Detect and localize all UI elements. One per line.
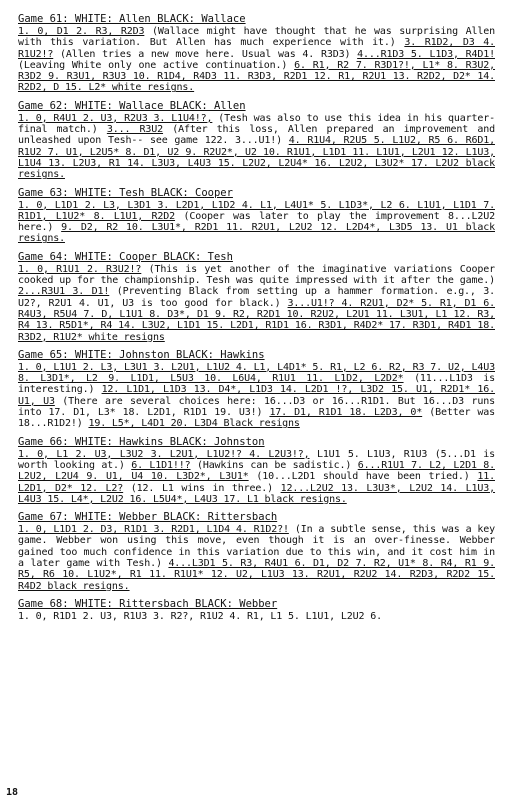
move-sequence: 6. R1, R2 7. R3D1?!, L1* 8. R3U2, R3D2 9. R3U1, R3U3 10. R1D4, R4D3 11. R3D3, R2D1 12. R1, R2U1 13. R2D2, D2* 14. R2D2, D 15. L2* white resigns.	[18, 59, 496, 94]
game-moves	[18, 449, 495, 505]
game-section	[18, 437, 495, 505]
commentary: (12. L1 wins in three.)	[123, 482, 281, 494]
commentary: L1U1 5. L1U3, R1U3 (5...D1 is worth looking at.)	[18, 448, 495, 471]
commentary: (Tesh was also to use this idea in his quarter-final match.)	[18, 112, 495, 136]
move-sequence: 1. 0, R1U1 2. R3U2!?	[18, 263, 142, 275]
game-section	[18, 188, 495, 245]
game-section	[18, 512, 495, 592]
game-moves	[18, 524, 495, 592]
game-heading: Game 65: WHITE: Johnston BLACK: Hawkins	[18, 348, 265, 361]
move-sequence: 4...L3D1 5. R3, R4U1 6. D1, D2 7. R2, U1* 8. R4, R1 9. R5, R6 10. L1U2*, R1 11. R1U1* 12. U2, L1U3 13. R2U1, R2U2 14. R2D3, R2D2 15. R4D2 black resigns.	[18, 557, 495, 592]
commentary: (Better was 18...R1D2!)	[18, 407, 496, 430]
game-moves	[18, 362, 495, 430]
move-sequence: 1. 0, R4U1 2. U3, R2U3 3. L1U4!?,	[18, 112, 213, 124]
game-moves	[18, 26, 495, 94]
commentary: (This is yet another of the imaginative variations Cooper cooked up for the championship. Tesh was quite impressed with it after the game.)	[18, 263, 495, 287]
game-heading: Game 62: WHITE: Wallace BLACK: Allen	[18, 99, 246, 112]
move-sequence: 4. R1U4, R2U5 5. L1U2, R5 6. R6D1, R1U2 7. U1, L2U5* 8. D1, U2 9. R2U2*, U2 10. R1U1, L1D1 11. L1U1, L2U1 12. L1U3, L1U4 13. L2U3, R1 14. L3U3, L4U3 15. L2U2, L2U4* 16. L2U2, L3U2* 17. L2U2 black resigns.	[18, 135, 495, 181]
commentary: (11...L1D3 is interesting.)	[18, 373, 496, 396]
commentary: (Cooper was later to play the improvement 8...L2U2 here.)	[18, 210, 495, 234]
game-moves	[18, 113, 495, 181]
game-heading: Game 66: WHITE: Hawkins BLACK: Johnston	[18, 435, 265, 448]
move-sequence: 1. 0, L1D1 2. D3, R1D1 3. R2D1, L1D4 4. R1D2?!	[18, 524, 289, 536]
move-sequence: 2...R3U1 3. D1!	[18, 286, 110, 298]
move-sequence: 1. 0, L1U1 2. L3, L3U1 3. L2U1, L1U2 4. L1, L4D1* 5. R1, L2 6. R2, R3 7. U2, L4U3 8. L3D1*, L2 9. L1D1, L5U3 10. L6U4, R1U1 11. L1D2, L2D2*	[18, 361, 495, 385]
move-sequence: 1. 0, L1D1 2. L3, L3D1 3. L2D1, L1D2 4. L1, L4U1* 5. L1D3*, L2 6. L1U1, L1D1 7. R1D1, L1U2* 8. L1U1, R2D2	[18, 199, 495, 222]
move-sequence: 3... R3U2	[106, 124, 164, 136]
move-sequence: 19. L5*, L4D1 20. L3D4 Black resigns	[88, 418, 300, 430]
move-sequence: 11. L2D1, D2* 12. L2?	[18, 471, 495, 494]
game-section	[18, 101, 495, 181]
game-heading: Game 64: WHITE: Cooper BLACK: Tesh	[18, 250, 233, 263]
move-sequence: 6...R1U1 7. L2, L2D1 8. L2U2, L2U4 9. U1, U4 10. L3D2*, L3U1*	[18, 459, 495, 483]
move-sequence: 12. L1D1, L1D3 13. D4*, L1D3 14. L2D1 !?, L3D2 15. U1, R2D1* 16. U1, U3	[18, 384, 496, 407]
commentary: (Wallace might have thought that he was surprising Allen with this variation. But Allen has much experience with it.)	[18, 26, 495, 49]
move-sequence: 12...L2U2 13. L3U3*, L2U2 14. L1U3, L4U3 15. L4*, L2U2 16. L5U4*, L4U3 17. L1 black resigns.	[18, 482, 496, 505]
game-heading: Game 63: WHITE: Tesh BLACK: Cooper	[18, 186, 233, 199]
move-sequence: 1. 0, D1 2. R3, R2D3	[18, 26, 145, 37]
commentary: (In a subtle sense, this was a key game. Webber won using this move, even though it is an over-finesse. Webber gained too much confidence in this variation due to this win, and it cost him in a later game with Tesh.)	[18, 524, 496, 569]
game-section	[18, 599, 495, 622]
move-sequence: 6. L1D1!!?	[131, 459, 191, 471]
game-section	[18, 350, 495, 430]
commentary: (10...L2D1 should have been tried.)	[248, 471, 478, 483]
move-sequence: 3...U1!? 4. R2U1, D2* 5. R1, D1 6. R4U3, R5U4 7. D, L1U1 8. D3*, D1 9. R2, R2D1 10. R2U2, L2U1 11. L3U1, L1 12. R3, R4 13. R5D1*, R4 14. L3U2, L1D1 15. L2D1, R1D1 16. R3D1, R4D2* 17. R3D1, R4D1 18. R3D2, R1U2* white resigns	[18, 297, 495, 343]
commentary: (There are several choices here: 16...D3 or 16...R1D1. But 16...D3 runs into 17. D1, L3* 18. L2D1, R1D1 19. U3!)	[18, 395, 495, 419]
game-moves	[18, 200, 495, 245]
commentary: 1. 0, R1D1 2. U3, R1U3 3. R2?, R1U2 4. R1, L1 5. L1U1, L2U2 6.	[18, 610, 382, 622]
game-heading: Game 61: WHITE: Allen BLACK: Wallace	[18, 13, 246, 25]
commentary: (Leaving White only one active continuation.)	[18, 59, 295, 71]
game-moves	[18, 264, 495, 343]
game-moves	[18, 611, 495, 622]
game-section	[18, 252, 495, 343]
commentary: (Allen tries a new move here. Usual was 4. R3D3)	[53, 48, 358, 60]
move-sequence: 4...R1D3 5. L1D3, R4D1!	[357, 48, 495, 60]
game-heading: Game 68: WHITE: Rittersbach BLACK: Webber	[18, 597, 278, 610]
move-sequence: 3. R1D2, D3 4. R1U2!?	[18, 37, 496, 60]
commentary: (Hawkins can be sadistic.)	[190, 459, 358, 471]
move-sequence: 1. 0, L1 2. U3, L3U2 3. L2U1, L1U2!? 4. L2U3!?,	[18, 448, 310, 460]
move-sequence: 9. D2, R2 10. L3U1*, R2D1 11. R2U1, L2U2 12. L2D4*, L3D5 13. U1 black resigns.	[18, 222, 495, 245]
commentary: (Preventing Black from setting up a hammer formation. e.g., 3. U2?, R2U1 4. U1, U3 is too good for black.)	[18, 286, 496, 309]
commentary: (After this loss, Allen prepared an improvement and unleashed upon Tesh-- see game 122. 3...U1!)	[18, 124, 495, 147]
game-section	[18, 14, 495, 94]
move-sequence: 17. D1, R1D1 18. L2D3, 0*	[269, 407, 423, 419]
page-content	[18, 14, 495, 629]
game-heading: Game 67: WHITE: Webber BLACK: Rittersbach	[18, 511, 278, 524]
page-number: 18	[6, 787, 19, 798]
